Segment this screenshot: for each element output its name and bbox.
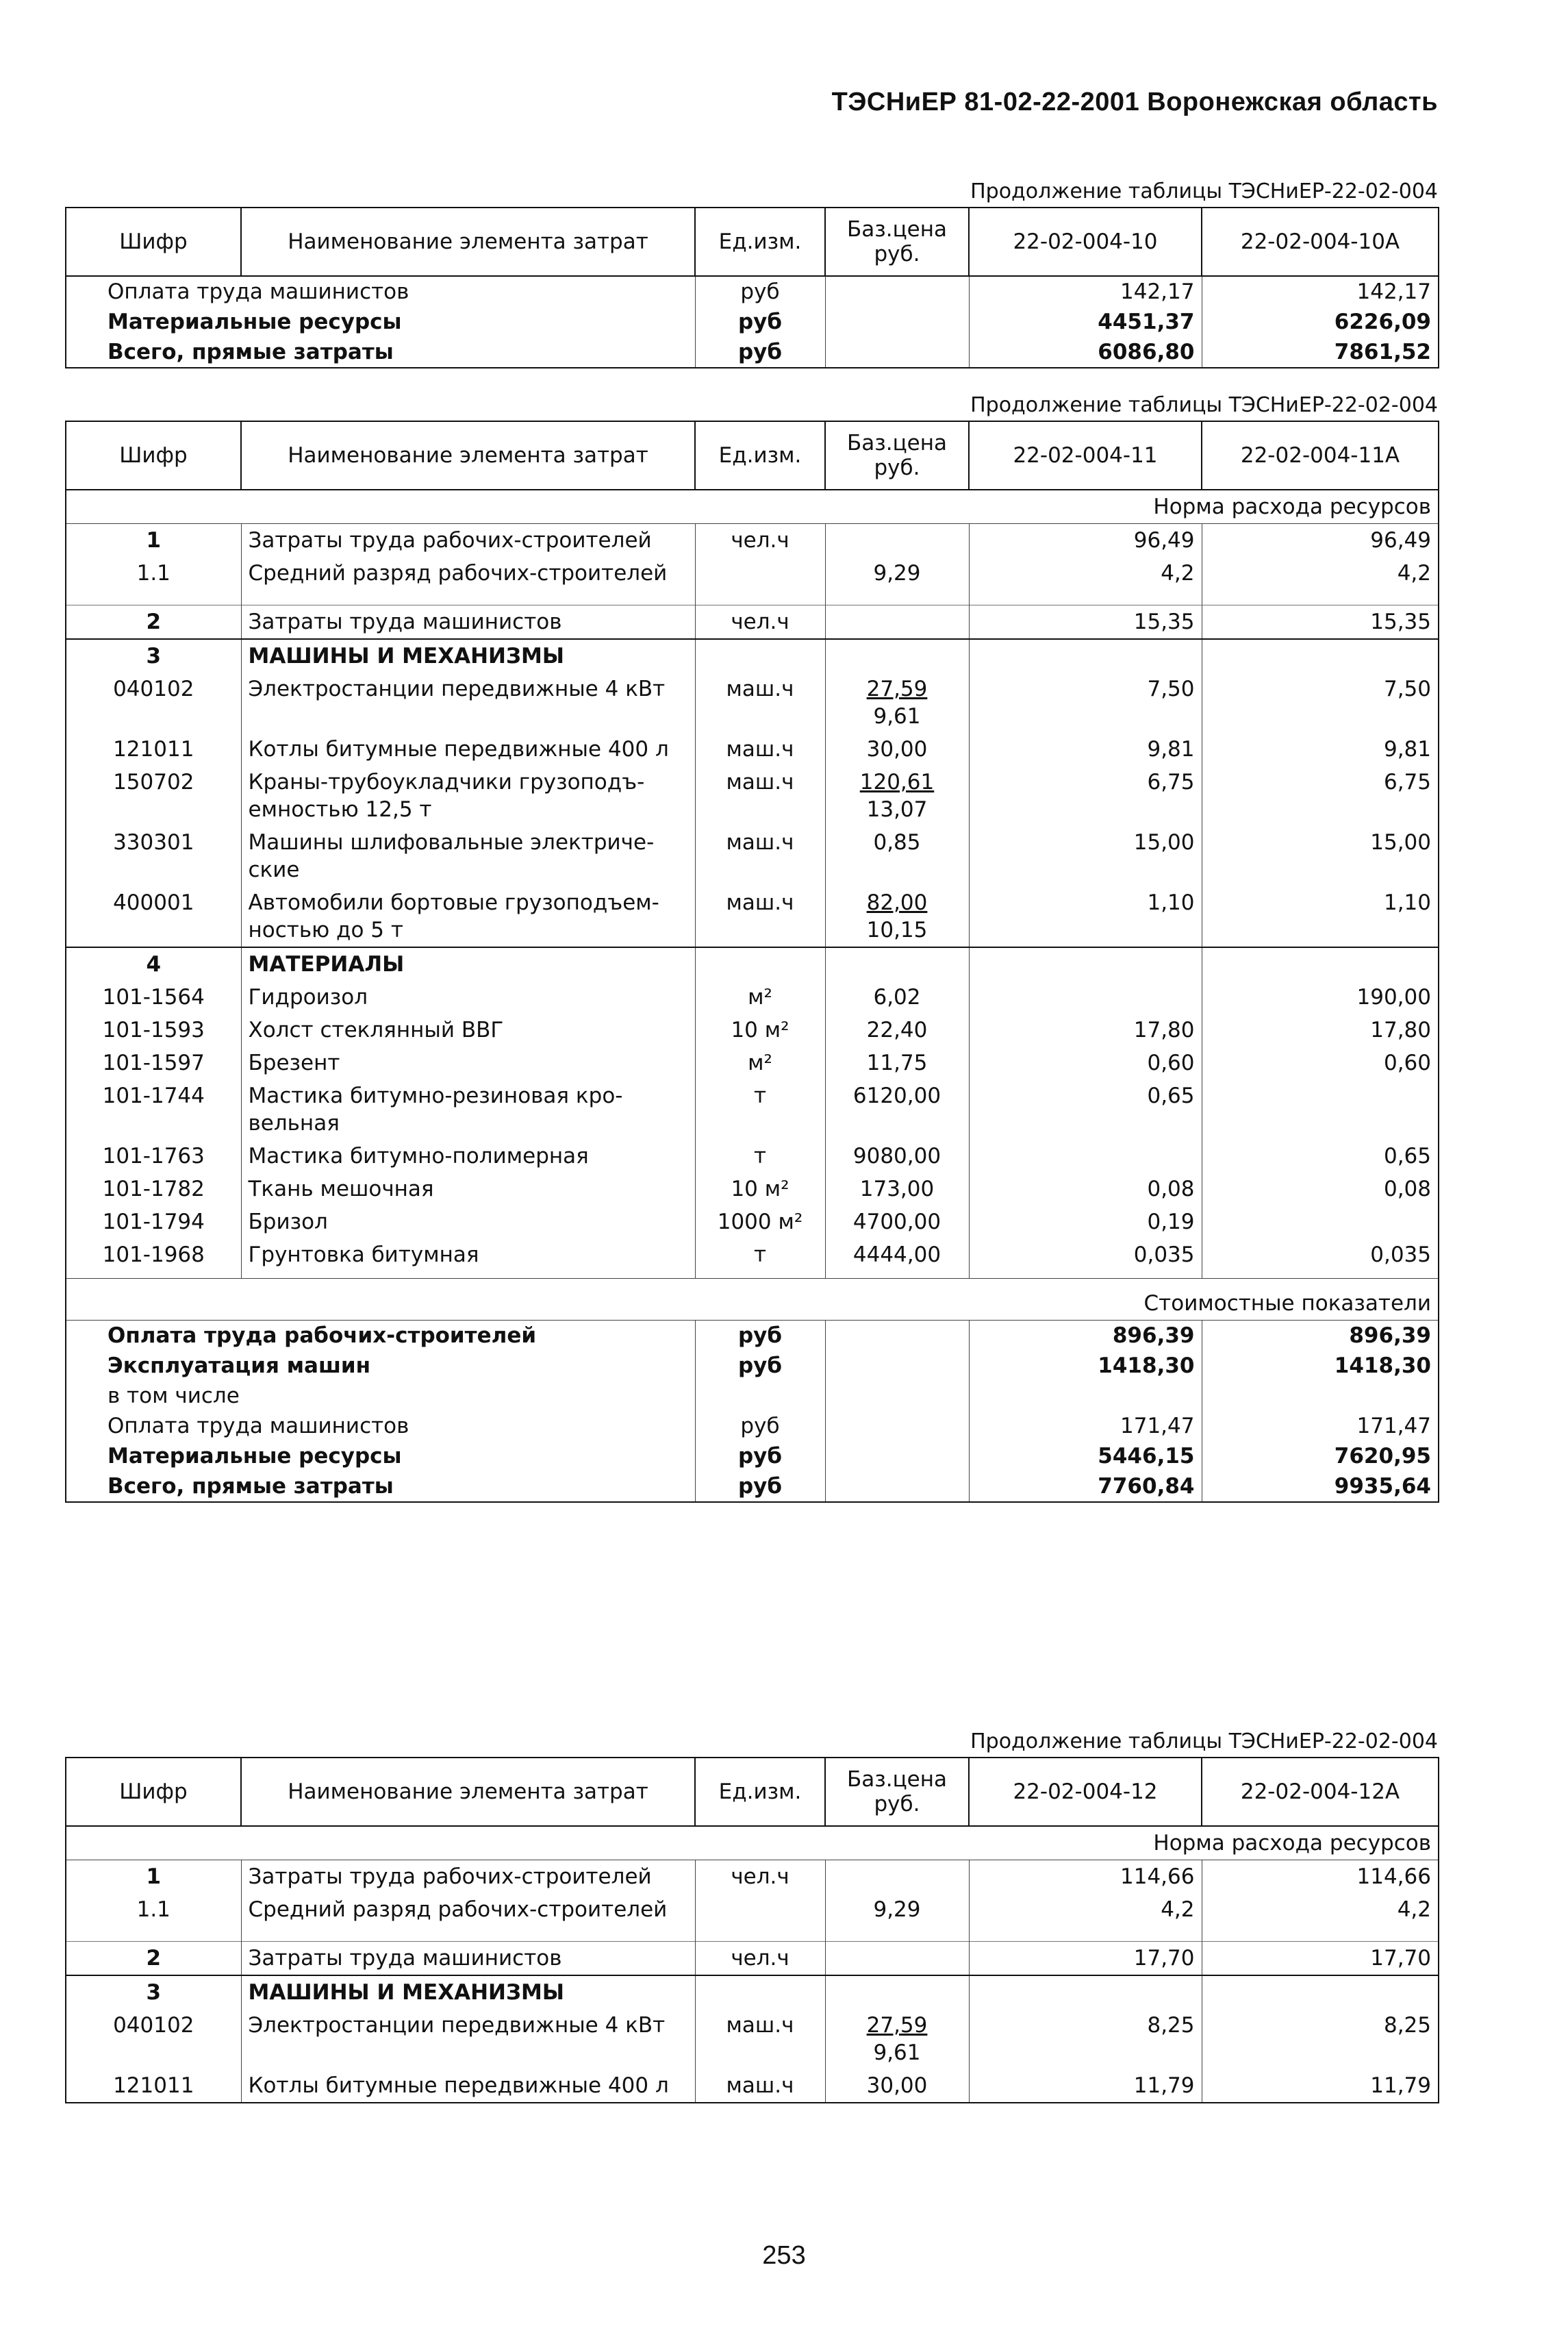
summary-value-a: 142,17 <box>969 276 1202 307</box>
row-name: Автомобили бортовые грузоподъем- <box>248 890 659 915</box>
row-price: 27,59 <box>866 2013 928 2038</box>
row-price: 22,40 <box>825 1014 969 1047</box>
summary-label: Всего, прямые затраты <box>66 1471 695 1502</box>
row-unit: маш.ч <box>695 673 825 733</box>
row-value-a: 17,80 <box>969 1014 1202 1047</box>
row-price: 0,85 <box>825 826 969 886</box>
row-price: 27,59 <box>866 677 928 701</box>
section-title: МАШИНЫ И МЕХАНИЗМЫ <box>241 639 695 673</box>
table-header-row <box>66 208 1439 276</box>
col-header-unit: Ед.изм. <box>695 421 825 490</box>
col-header-unit: Ед.изм. <box>695 1758 825 1826</box>
row-price: 120,61 <box>859 770 935 795</box>
row-value-b: 11,79 <box>1202 2069 1439 2103</box>
row-value-b: 190,00 <box>1202 981 1439 1014</box>
row-code: 2 <box>66 1942 241 1976</box>
row-code: 101-1593 <box>66 1014 241 1047</box>
summary-label: Материальные ресурсы <box>66 1441 695 1471</box>
row-price-machinist: 10,15 <box>866 918 928 942</box>
row-unit: чел.ч <box>695 524 825 558</box>
norm-label: Норма расхода ресурсов <box>66 490 1439 524</box>
row-value-b: 6,75 <box>1202 766 1439 826</box>
row-price: 30,00 <box>825 733 969 766</box>
row-value-a: 11,79 <box>969 2069 1202 2103</box>
resource-row <box>66 1140 1439 1173</box>
summary-row <box>66 1351 1439 1381</box>
section-row-machines <box>66 1975 1439 2009</box>
col-header-b: 22-02-004-10А <box>1202 208 1439 276</box>
row-price-machinist: 13,07 <box>866 797 928 822</box>
row-price: 173,00 <box>825 1173 969 1205</box>
row-name: Мастика битумно-резиновая кро- <box>248 1084 623 1108</box>
summary-value-a: 1418,30 <box>969 1351 1202 1381</box>
row-code: 3 <box>66 1975 241 2009</box>
row-value-a: 17,70 <box>969 1942 1202 1976</box>
row-value-b <box>1202 1205 1439 1238</box>
section-row-machines <box>66 639 1439 673</box>
row-value-b: 96,49 <box>1202 524 1439 558</box>
cost-label: Стоимостные показатели <box>66 1279 1439 1321</box>
summary-value-a: 171,47 <box>969 1411 1202 1441</box>
row-code: 1 <box>66 1860 241 1894</box>
row-unit: чел.ч <box>695 605 825 640</box>
row-price: 30,00 <box>825 2069 969 2103</box>
summary-value-b <box>1202 1381 1439 1411</box>
row-name: Краны-трубоукладчики грузоподъ- <box>248 770 645 795</box>
summary-label: в том числе <box>66 1381 695 1411</box>
summary-unit: руб <box>695 307 825 337</box>
resource-row <box>66 2069 1439 2103</box>
summary-unit: руб <box>695 1351 825 1381</box>
row-unit: маш.ч <box>695 886 825 947</box>
row-name: Затраты труда рабочих-строителей <box>241 1860 695 1894</box>
col-header-b: 22-02-004-11А <box>1202 421 1439 490</box>
cost-label-row <box>66 1279 1439 1321</box>
row-value-a: 114,66 <box>969 1860 1202 1894</box>
col-header-name: Наименование элемента затрат <box>241 208 695 276</box>
summary-label: Оплата труда рабочих-строителей <box>66 1321 695 1351</box>
col-header-price: Баз.цена руб. <box>825 208 969 276</box>
row-code: 101-1597 <box>66 1047 241 1079</box>
row-code: 121011 <box>66 733 241 766</box>
row-name: Затраты труда рабочих-строителей <box>241 524 695 558</box>
row-code: 400001 <box>66 886 241 947</box>
row-code: 1.1 <box>66 1893 241 1942</box>
summary-value-b: 7861,52 <box>1202 337 1439 368</box>
row-name: Холст стеклянный ВВГ <box>241 1014 695 1047</box>
summary-value-b: 7620,95 <box>1202 1441 1439 1471</box>
row-value-a: 0,08 <box>969 1173 1202 1205</box>
row-unit: 1000 м² <box>695 1205 825 1238</box>
row-price <box>825 1860 969 1894</box>
col-header-a: 22-02-004-12 <box>969 1758 1202 1826</box>
row-price: 4444,00 <box>825 1238 969 1279</box>
row-name: Затраты труда машинистов <box>241 605 695 640</box>
row-price <box>825 524 969 558</box>
row-value-b: 4,2 <box>1202 1893 1439 1942</box>
resource-row <box>66 605 1439 640</box>
row-price <box>825 1942 969 1976</box>
summary-row <box>66 307 1439 337</box>
row-value-a: 4,2 <box>969 1893 1202 1942</box>
col-header-unit: Ед.изм. <box>695 208 825 276</box>
table-continuation-caption: Продолжение таблицы ТЭСНиЕР-22-02-004 <box>970 393 1438 417</box>
row-name: Гидроизол <box>241 981 695 1014</box>
row-value-b: 0,60 <box>1202 1047 1439 1079</box>
row-value-b: 15,35 <box>1202 605 1439 640</box>
col-header-b: 22-02-004-12А <box>1202 1758 1439 1826</box>
row-name: Котлы битумные передвижные 400 л <box>241 733 695 766</box>
row-name: Котлы битумные передвижные 400 л <box>241 2069 695 2103</box>
row-price: 82,00 <box>866 890 928 915</box>
resource-row <box>66 1893 1439 1942</box>
row-price: 9,29 <box>825 557 969 605</box>
summary-row <box>66 1411 1439 1441</box>
row-name: Затраты труда машинистов <box>241 1942 695 1976</box>
row-price-machinist: 9,61 <box>873 2040 921 2065</box>
row-value-a: 9,81 <box>969 733 1202 766</box>
row-code: 1 <box>66 524 241 558</box>
row-value-b: 0,035 <box>1202 1238 1439 1279</box>
resource-row <box>66 1860 1439 1894</box>
row-value-a: 15,35 <box>969 605 1202 640</box>
col-header-price: Баз.цена руб. <box>825 421 969 490</box>
row-code: 150702 <box>66 766 241 826</box>
row-code: 101-1794 <box>66 1205 241 1238</box>
row-name-cont: ские <box>248 858 300 882</box>
row-value-a <box>969 981 1202 1014</box>
row-unit: маш.ч <box>695 733 825 766</box>
row-unit <box>695 1893 825 1942</box>
row-value-b: 8,25 <box>1202 2009 1439 2069</box>
row-unit: т <box>695 1238 825 1279</box>
row-value-a: 7,50 <box>969 673 1202 733</box>
row-value-b: 0,65 <box>1202 1140 1439 1173</box>
row-unit: м² <box>695 1047 825 1079</box>
summary-value-b: 142,17 <box>1202 276 1439 307</box>
row-price-machinist: 9,61 <box>873 704 921 729</box>
row-value-a: 1,10 <box>969 886 1202 947</box>
row-value-b: 0,08 <box>1202 1173 1439 1205</box>
col-header-code: Шифр <box>66 208 241 276</box>
row-value-b: 17,70 <box>1202 1942 1439 1976</box>
resource-row <box>66 1173 1439 1205</box>
row-value-a <box>969 1140 1202 1173</box>
resource-row <box>66 524 1439 558</box>
summary-label: Оплата труда машинистов <box>66 276 695 307</box>
document-header: ТЭСНиЕР 81-02-22-2001 Воронежская область <box>831 88 1438 116</box>
row-value-b: 17,80 <box>1202 1014 1439 1047</box>
norm-label-row <box>66 1826 1439 1860</box>
row-unit: 10 м² <box>695 1014 825 1047</box>
row-code: 101-1564 <box>66 981 241 1014</box>
row-code: 2 <box>66 605 241 640</box>
summary-row <box>66 337 1439 368</box>
summary-row <box>66 1441 1439 1471</box>
row-unit: чел.ч <box>695 1942 825 1976</box>
resource-row <box>66 1205 1439 1238</box>
row-code: 101-1968 <box>66 1238 241 1279</box>
row-price: 9080,00 <box>825 1140 969 1173</box>
row-value-b: 9,81 <box>1202 733 1439 766</box>
col-header-code: Шифр <box>66 421 241 490</box>
row-value-a: 0,035 <box>969 1238 1202 1279</box>
row-price <box>825 605 969 640</box>
summary-value-a: 896,39 <box>969 1321 1202 1351</box>
norm-label: Норма расхода ресурсов <box>66 1826 1439 1860</box>
row-unit: маш.ч <box>695 766 825 826</box>
resource-table-12 <box>65 1757 1439 2103</box>
row-value-b <box>1202 1079 1439 1140</box>
table-continuation-caption: Продолжение таблицы ТЭСНиЕР-22-02-004 <box>970 1729 1438 1753</box>
row-value-a: 8,25 <box>969 2009 1202 2069</box>
row-code: 101-1782 <box>66 1173 241 1205</box>
summary-label: Материальные ресурсы <box>66 307 695 337</box>
summary-value-a: 7760,84 <box>969 1471 1202 1502</box>
summary-unit <box>695 1381 825 1411</box>
row-name: Средний разряд рабочих-строителей <box>241 1893 695 1942</box>
summary-row <box>66 1471 1439 1502</box>
row-value-b: 114,66 <box>1202 1860 1439 1894</box>
summary-label: Всего, прямые затраты <box>66 337 695 368</box>
row-code: 040102 <box>66 2009 241 2069</box>
row-price: 6,02 <box>825 981 969 1014</box>
row-code: 330301 <box>66 826 241 886</box>
summary-value-b: 1418,30 <box>1202 1351 1439 1381</box>
row-value-b: 15,00 <box>1202 826 1439 886</box>
summary-value-b: 171,47 <box>1202 1411 1439 1441</box>
norm-label-row <box>66 490 1439 524</box>
row-unit: чел.ч <box>695 1860 825 1894</box>
col-header-name: Наименование элемента затрат <box>241 1758 695 1826</box>
page-number: 253 <box>762 2241 806 2270</box>
resource-row <box>66 1047 1439 1079</box>
resource-row <box>66 1942 1439 1976</box>
row-value-a: 0,19 <box>969 1205 1202 1238</box>
row-unit: маш.ч <box>695 2069 825 2103</box>
row-price: 6120,00 <box>825 1079 969 1140</box>
col-header-a: 22-02-004-10 <box>969 208 1202 276</box>
summary-value-b: 9935,64 <box>1202 1471 1439 1502</box>
row-value-a: 0,65 <box>969 1079 1202 1140</box>
row-price: 11,75 <box>825 1047 969 1079</box>
summary-row <box>66 1381 1439 1411</box>
row-unit <box>695 557 825 605</box>
row-name: Ткань мешочная <box>241 1173 695 1205</box>
row-unit: т <box>695 1140 825 1173</box>
summary-value-a: 6086,80 <box>969 337 1202 368</box>
section-title: МАШИНЫ И МЕХАНИЗМЫ <box>241 1975 695 2009</box>
summary-unit: руб <box>695 1441 825 1471</box>
row-unit: т <box>695 1079 825 1140</box>
resource-table-10 <box>65 207 1439 368</box>
resource-row <box>66 673 1439 733</box>
section-row-materials <box>66 947 1439 981</box>
row-code: 4 <box>66 947 241 981</box>
col-header-name: Наименование элемента затрат <box>241 421 695 490</box>
resource-row <box>66 1238 1439 1279</box>
summary-label: Эксплуатация машин <box>66 1351 695 1381</box>
resource-row <box>66 557 1439 605</box>
row-name-cont: ностью до 5 т <box>248 918 403 942</box>
row-value-a: 96,49 <box>969 524 1202 558</box>
resource-row <box>66 766 1439 826</box>
row-code: 101-1744 <box>66 1079 241 1140</box>
summary-value-a: 4451,37 <box>969 307 1202 337</box>
table-continuation-caption: Продолжение таблицы ТЭСНиЕР-22-02-004 <box>970 179 1438 203</box>
resource-table-11 <box>65 421 1439 1503</box>
row-code: 1.1 <box>66 557 241 605</box>
col-header-price: Баз.цена руб. <box>825 1758 969 1826</box>
row-code: 121011 <box>66 2069 241 2103</box>
resource-row <box>66 733 1439 766</box>
resource-row <box>66 981 1439 1014</box>
summary-value-a <box>969 1381 1202 1411</box>
summary-label: Оплата труда машинистов <box>66 1411 695 1441</box>
row-code: 101-1763 <box>66 1140 241 1173</box>
table-header-row <box>66 421 1439 490</box>
resource-row <box>66 886 1439 947</box>
row-price: 9,29 <box>825 1893 969 1942</box>
summary-value-a: 5446,15 <box>969 1441 1202 1471</box>
summary-unit: руб <box>695 276 825 307</box>
row-unit: маш.ч <box>695 826 825 886</box>
row-name: Брезент <box>241 1047 695 1079</box>
resource-row <box>66 1079 1439 1140</box>
row-value-a: 15,00 <box>969 826 1202 886</box>
row-unit: 10 м² <box>695 1173 825 1205</box>
resource-row <box>66 1014 1439 1047</box>
row-name: Машины шлифовальные электриче- <box>248 830 655 855</box>
row-unit: маш.ч <box>695 2009 825 2069</box>
summary-unit: руб <box>695 337 825 368</box>
row-code: 3 <box>66 639 241 673</box>
summary-row <box>66 1321 1439 1351</box>
row-name-cont: вельная <box>248 1111 340 1136</box>
col-header-code: Шифр <box>66 1758 241 1826</box>
section-title: МАТЕРИАЛЫ <box>241 947 695 981</box>
row-name: Электростанции передвижные 4 кВт <box>241 2009 695 2069</box>
col-header-a: 22-02-004-11 <box>969 421 1202 490</box>
row-value-b: 4,2 <box>1202 557 1439 605</box>
summary-row <box>66 276 1439 307</box>
summary-unit: руб <box>695 1411 825 1441</box>
summary-value-b: 896,39 <box>1202 1321 1439 1351</box>
row-name: Грунтовка битумная <box>241 1238 695 1279</box>
summary-value-b: 6226,09 <box>1202 307 1439 337</box>
resource-row <box>66 826 1439 886</box>
row-name: Мастика битумно-полимерная <box>241 1140 695 1173</box>
resource-row <box>66 2009 1439 2069</box>
row-code: 040102 <box>66 673 241 733</box>
row-value-b: 1,10 <box>1202 886 1439 947</box>
row-name: Бризол <box>241 1205 695 1238</box>
row-value-a: 6,75 <box>969 766 1202 826</box>
row-value-b: 7,50 <box>1202 673 1439 733</box>
row-name: Электростанции передвижные 4 кВт <box>241 673 695 733</box>
table-header-row <box>66 1758 1439 1826</box>
row-name: Средний разряд рабочих-строителей <box>241 557 695 605</box>
row-value-a: 0,60 <box>969 1047 1202 1079</box>
row-name-cont: емностью 12,5 т <box>248 797 432 822</box>
row-unit: м² <box>695 981 825 1014</box>
summary-unit: руб <box>695 1321 825 1351</box>
row-price: 4700,00 <box>825 1205 969 1238</box>
summary-unit: руб <box>695 1471 825 1502</box>
row-value-a: 4,2 <box>969 557 1202 605</box>
